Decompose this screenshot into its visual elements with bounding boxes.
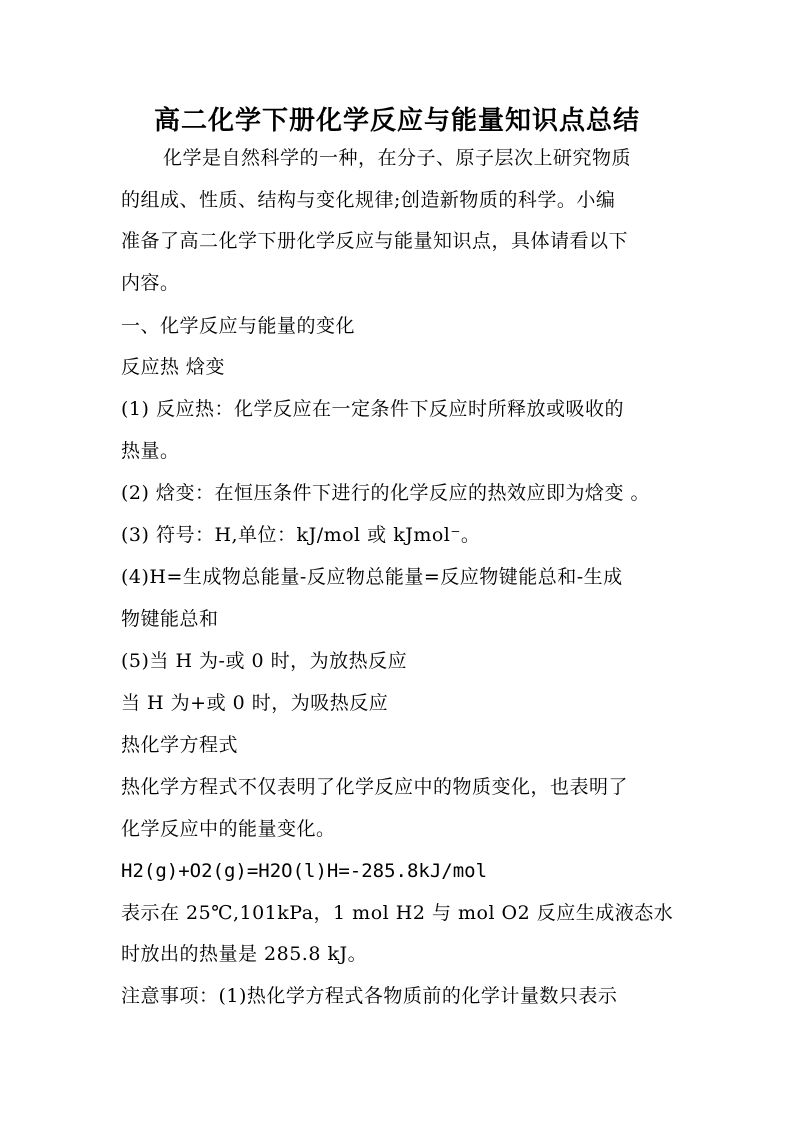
paragraph-line-2: 的组成、性质、结构与变化规律;创造新物质的科学。小编 bbox=[121, 189, 616, 211]
paragraph-line-11: (4)H=生成物总能量-反应物总能量=反应物键能总和-生成 bbox=[121, 566, 623, 588]
paragraph-line-12: 物键能总和 bbox=[121, 608, 219, 630]
paragraph-line-10: (3) 符号：H,单位：kJ/mol 或 kJmol⁻。 bbox=[121, 524, 481, 546]
paragraph-line-3: 准备了高二化学下册化学反应与能量知识点，具体请看以下 bbox=[121, 230, 629, 252]
equation-line: H2(g)+O2(g)=H2O(l)H=-285.8kJ/mol bbox=[121, 860, 488, 882]
paragraph-line-21: 注意事项：(1)热化学方程式各物质前的化学计量数只表示 bbox=[121, 985, 618, 1007]
paragraph-line-4: 内容。 bbox=[121, 272, 180, 294]
paragraph-line-16: 热化学方程式不仅表明了化学反应中的物质变化，也表明了 bbox=[121, 776, 629, 798]
subheading-reaction-heat: 反应热 焓变 bbox=[121, 356, 226, 378]
paragraph-line-17: 化学反应中的能量变化。 bbox=[121, 818, 336, 840]
paragraph-line-7: (1) 反应热：化学反应在一定条件下反应时所释放或吸收的 bbox=[121, 398, 624, 420]
paragraph-line-20: 时放出的热量是 285.8 kJ。 bbox=[121, 943, 368, 965]
paragraph-line-13: (5)当 H 为-或 0 时，为放热反应 bbox=[121, 650, 408, 672]
paragraph-line-9: (2) 焓变：在恒压条件下进行的化学反应的热效应即为焓变 。 bbox=[121, 482, 650, 504]
paragraph-line-14: 当 H 为+或 0 时，为吸热反应 bbox=[121, 692, 389, 714]
document-title: 高二化学下册化学反应与能量知识点总结 bbox=[153, 106, 640, 136]
paragraph-line-1: 化学是自然科学的一种，在分子、原子层次上研究物质 bbox=[163, 147, 632, 169]
section-heading: 一、化学反应与能量的变化 bbox=[121, 315, 356, 337]
subheading-thermochemical-equation: 热化学方程式 bbox=[121, 734, 239, 756]
paragraph-line-19: 表示在 25℃,101kPa，1 mol H2 与 mol O2 反应生成液态水 bbox=[121, 902, 674, 924]
paragraph-line-8: 热量。 bbox=[121, 440, 180, 462]
